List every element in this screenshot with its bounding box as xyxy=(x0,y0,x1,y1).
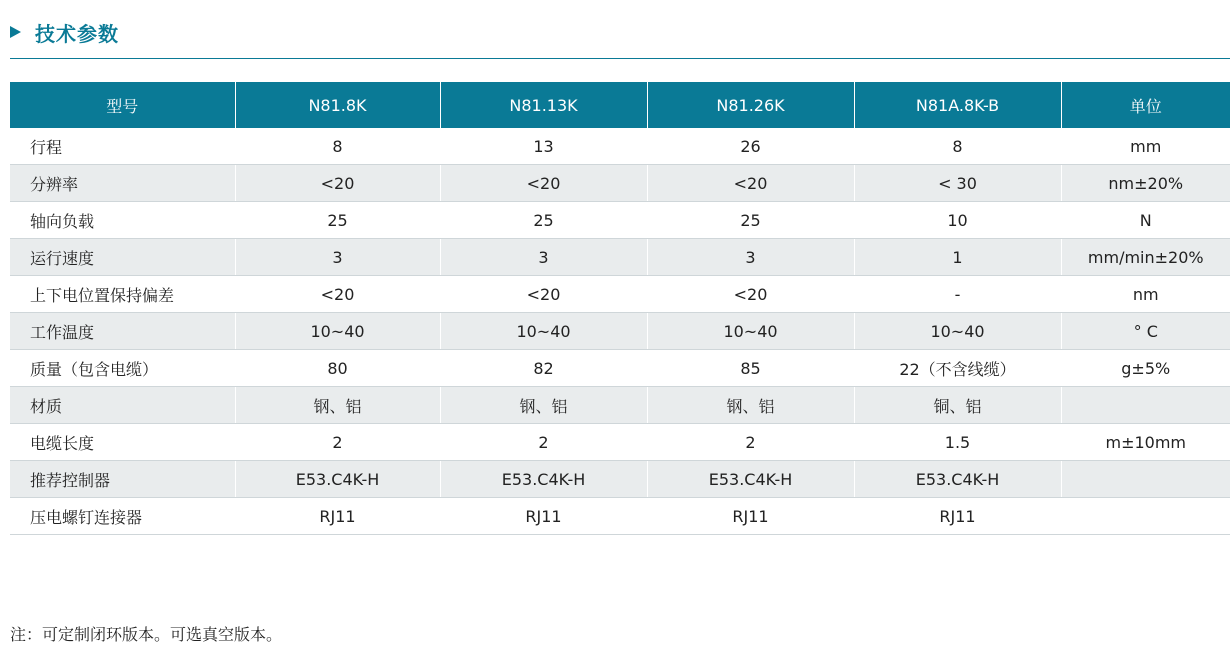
value-cell: 25 xyxy=(440,202,647,239)
row-label: 上下电位置保持偏差 xyxy=(10,276,235,313)
row-label: 电缆长度 xyxy=(10,424,235,461)
value-cell: 13 xyxy=(440,128,647,165)
table-row xyxy=(10,165,1230,202)
section-header xyxy=(10,16,119,48)
table-row xyxy=(10,387,1230,424)
section-title: 技术参数 xyxy=(35,21,119,46)
triangle-bullet-icon xyxy=(10,26,21,38)
value-cell: 22（不含线缆） xyxy=(854,350,1061,387)
unit-cell: mm/min±20% xyxy=(1061,239,1230,276)
value-cell: 1.5 xyxy=(854,424,1061,461)
table-row xyxy=(10,239,1230,276)
unit-cell: nm±20% xyxy=(1061,165,1230,202)
value-cell: 3 xyxy=(440,239,647,276)
table-row xyxy=(10,202,1230,239)
row-label: 运行速度 xyxy=(10,239,235,276)
value-cell: 10~40 xyxy=(854,313,1061,350)
value-cell: 8 xyxy=(854,128,1061,165)
unit-cell: g±5% xyxy=(1061,350,1230,387)
value-cell: 25 xyxy=(647,202,854,239)
value-cell: E53.C4K-H xyxy=(647,461,854,498)
unit-cell: N xyxy=(1061,202,1230,239)
table-row xyxy=(10,461,1230,498)
value-cell: 8 xyxy=(235,128,440,165)
unit-cell xyxy=(1061,387,1230,424)
value-cell: RJ11 xyxy=(235,498,440,535)
value-cell: - xyxy=(854,276,1061,313)
value-cell: 3 xyxy=(647,239,854,276)
unit-cell xyxy=(1061,498,1230,535)
footnote: 注：可定制闭环版本。可选真空版本。 xyxy=(10,625,283,644)
value-cell: E53.C4K-H xyxy=(440,461,647,498)
table-row xyxy=(10,498,1230,535)
value-cell: <20 xyxy=(235,276,440,313)
value-cell: <20 xyxy=(235,165,440,202)
value-cell: 2 xyxy=(440,424,647,461)
value-cell: 3 xyxy=(235,239,440,276)
value-cell: 2 xyxy=(647,424,854,461)
header-n81-8k: N81.8K xyxy=(235,82,440,128)
value-cell: 10 xyxy=(854,202,1061,239)
row-label: 材质 xyxy=(10,387,235,424)
unit-cell xyxy=(1061,461,1230,498)
value-cell: <20 xyxy=(440,165,647,202)
value-cell: E53.C4K-H xyxy=(854,461,1061,498)
value-cell: 80 xyxy=(235,350,440,387)
table-row xyxy=(10,350,1230,387)
value-cell: 85 xyxy=(647,350,854,387)
unit-cell: mm xyxy=(1061,128,1230,165)
value-cell: <20 xyxy=(647,276,854,313)
unit-cell: nm xyxy=(1061,276,1230,313)
value-cell: 2 xyxy=(235,424,440,461)
value-cell: < 30 xyxy=(854,165,1061,202)
title-divider xyxy=(10,58,1230,59)
value-cell: 10~40 xyxy=(440,313,647,350)
value-cell: RJ11 xyxy=(647,498,854,535)
header-n81a-8k-b: N81A.8K-B xyxy=(854,82,1061,128)
header-n81-26k: N81.26K xyxy=(647,82,854,128)
header-unit: 单位 xyxy=(1061,82,1230,128)
spec-table-header xyxy=(10,82,1230,128)
value-cell: 钢、铝 xyxy=(235,387,440,424)
table-row xyxy=(10,313,1230,350)
unit-cell: ° C xyxy=(1061,313,1230,350)
value-cell: E53.C4K-H xyxy=(235,461,440,498)
header-n81-13k: N81.13K xyxy=(440,82,647,128)
row-label: 压电螺钉连接器 xyxy=(10,498,235,535)
value-cell: RJ11 xyxy=(440,498,647,535)
spec-table-body xyxy=(10,128,1230,535)
value-cell: 铜、铝 xyxy=(854,387,1061,424)
row-label: 推荐控制器 xyxy=(10,461,235,498)
value-cell: 25 xyxy=(235,202,440,239)
value-cell: <20 xyxy=(440,276,647,313)
row-label: 工作温度 xyxy=(10,313,235,350)
row-label: 行程 xyxy=(10,128,235,165)
row-label: 轴向负载 xyxy=(10,202,235,239)
unit-cell: m±10mm xyxy=(1061,424,1230,461)
table-row xyxy=(10,424,1230,461)
value-cell: <20 xyxy=(647,165,854,202)
value-cell: 10~40 xyxy=(235,313,440,350)
value-cell: 26 xyxy=(647,128,854,165)
value-cell: 10~40 xyxy=(647,313,854,350)
value-cell: 1 xyxy=(854,239,1061,276)
spec-table xyxy=(10,82,1230,535)
header-row xyxy=(10,82,1230,128)
row-label: 质量（包含电缆） xyxy=(10,350,235,387)
value-cell: 钢、铝 xyxy=(440,387,647,424)
table-row xyxy=(10,128,1230,165)
value-cell: 钢、铝 xyxy=(647,387,854,424)
row-label: 分辨率 xyxy=(10,165,235,202)
value-cell: 82 xyxy=(440,350,647,387)
header-model: 型号 xyxy=(10,82,235,128)
table-row xyxy=(10,276,1230,313)
value-cell: RJ11 xyxy=(854,498,1061,535)
